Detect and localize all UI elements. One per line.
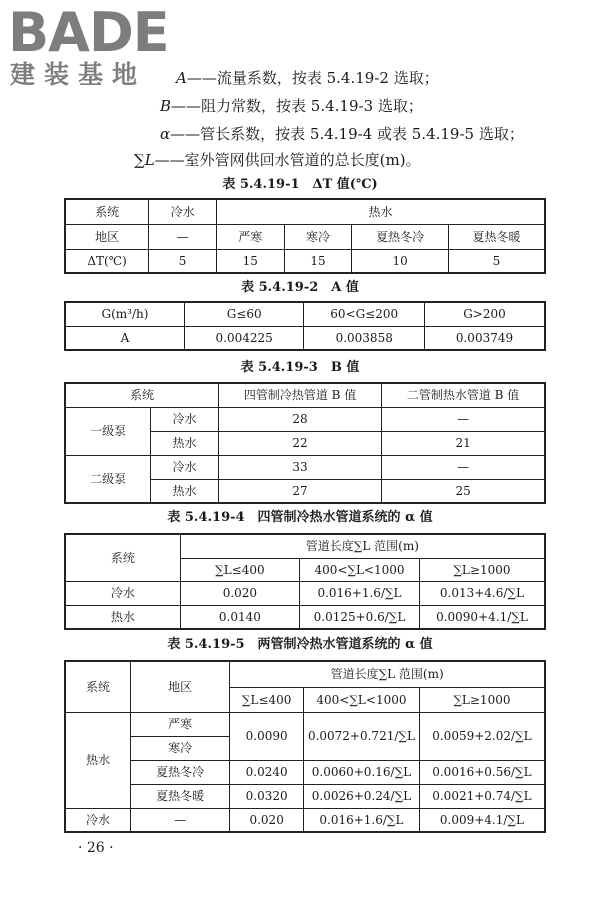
cold-value: 5 bbox=[149, 249, 217, 273]
value-cell: 0.003858 bbox=[304, 326, 425, 350]
table-two-pipe-alpha bbox=[64, 660, 546, 833]
range-cell: ∑L≥1000 bbox=[419, 687, 545, 712]
range-cell: ∑L≥1000 bbox=[419, 558, 545, 581]
region-cell: 夏热冬暖 bbox=[131, 784, 230, 808]
region-cell: 寒冷 bbox=[131, 736, 230, 760]
range-cell: ∑L≤400 bbox=[230, 687, 304, 712]
table3-caption: 表 5.4.19-3 B 值 bbox=[240, 360, 360, 375]
region-cell: 夏热冬冷 bbox=[131, 760, 230, 784]
value-cell: 0.003749 bbox=[425, 326, 546, 350]
row-label: 冷水 bbox=[65, 581, 180, 605]
value-cell: 0.0016+0.56/∑L bbox=[419, 760, 545, 784]
region-cell: 严寒 bbox=[131, 712, 230, 736]
table-a-value bbox=[64, 301, 546, 351]
definition-a bbox=[176, 68, 439, 88]
header-system: 系统 bbox=[65, 534, 180, 581]
logo-subtitle: 建装基地 bbox=[10, 60, 147, 89]
region-cell: — bbox=[131, 808, 230, 832]
definition-b bbox=[160, 96, 423, 116]
range-cell: 400<∑L<1000 bbox=[300, 558, 420, 581]
value-cell: 22 bbox=[218, 431, 381, 455]
group-label: 一级泵 bbox=[65, 407, 151, 455]
logo-brand: BADE bbox=[8, 1, 169, 64]
value-cell: 0.0060+0.16/∑L bbox=[304, 760, 420, 784]
range-cell: 400<∑L<1000 bbox=[304, 687, 420, 712]
header-range: 管道长度∑L 范围(m) bbox=[180, 534, 545, 558]
type-cell: 冷水 bbox=[151, 455, 219, 479]
definition-sum-l bbox=[134, 150, 421, 170]
group-label: 二级泵 bbox=[65, 455, 151, 503]
hot-value: 5 bbox=[448, 249, 545, 273]
bade-logo bbox=[2, 2, 178, 96]
value-cell: 27 bbox=[218, 479, 381, 503]
value-cell: 0.013+4.6/∑L bbox=[419, 581, 545, 605]
region-cell: 严寒 bbox=[216, 224, 284, 249]
value-cell: 0.0026+0.24/∑L bbox=[304, 784, 420, 808]
value-cell: 25 bbox=[382, 479, 545, 503]
header-two-pipe: 二管制热水管道 B 值 bbox=[382, 383, 545, 407]
header-four-pipe: 四管制冷热管道 B 值 bbox=[218, 383, 381, 407]
hot-value: 15 bbox=[284, 249, 352, 273]
header-cell: G≤60 bbox=[184, 302, 304, 326]
value-cell: 0.0140 bbox=[180, 605, 299, 629]
value-cell: 21 bbox=[382, 431, 545, 455]
value-cell: — bbox=[382, 407, 545, 431]
region-cell: 夏热冬暖 bbox=[448, 224, 545, 249]
value-cell: 0.0059+2.02/∑L bbox=[419, 712, 545, 760]
cold-label: 冷水 bbox=[65, 808, 131, 832]
value-cell: 0.016+1.6/∑L bbox=[300, 581, 420, 605]
table-b-value bbox=[64, 382, 546, 504]
value-cell: 0.016+1.6/∑L bbox=[304, 808, 420, 832]
header-system: 系统 bbox=[65, 661, 131, 712]
value-cell: 28 bbox=[218, 407, 381, 431]
symbol: A bbox=[176, 69, 187, 87]
value-cell: 0.0072+0.721/∑L bbox=[304, 712, 420, 760]
header-cell: 60<G≤200 bbox=[304, 302, 425, 326]
table1-caption: 表 5.4.19-1 ΔT 值(℃) bbox=[222, 177, 378, 192]
value-cell: 0.0240 bbox=[230, 760, 304, 784]
value-cell: 0.004225 bbox=[184, 326, 304, 350]
value-cell: 0.0090+4.1/∑L bbox=[419, 605, 545, 629]
row-label: A bbox=[65, 326, 184, 350]
definition-text: ——阻力常数，按表 5.4.19-3 选取； bbox=[171, 97, 423, 115]
value-cell: 0.020 bbox=[180, 581, 299, 605]
row-label: 热水 bbox=[65, 605, 180, 629]
hot-value: 15 bbox=[216, 249, 284, 273]
table5-caption: 表 5.4.19-5 两管制冷热水管道系统的 α 值 bbox=[167, 637, 433, 652]
table4-caption: 表 5.4.19-4 四管制冷热水管道系统的 α 值 bbox=[167, 510, 433, 525]
definition-text: ——管长系数，按表 5.4.19-4 或表 5.4.19-5 选取； bbox=[170, 125, 524, 143]
header-region: 地区 bbox=[131, 661, 230, 712]
header-region: 地区 bbox=[65, 224, 149, 249]
value-cell: 33 bbox=[218, 455, 381, 479]
definition-text: ——室外管网供回水管道的总长度(m)。 bbox=[154, 151, 421, 169]
hot-label: 热水 bbox=[65, 712, 131, 808]
type-cell: 热水 bbox=[151, 431, 219, 455]
table-four-pipe-alpha bbox=[64, 533, 546, 630]
definition-alpha bbox=[160, 124, 524, 144]
region-cell: 寒冷 bbox=[284, 224, 352, 249]
value-cell: 0.0090 bbox=[230, 712, 304, 760]
value-cell: 0.009+4.1/∑L bbox=[419, 808, 545, 832]
header-cell: G>200 bbox=[425, 302, 546, 326]
symbol: α bbox=[160, 125, 171, 143]
row-label: ΔT(℃) bbox=[65, 249, 149, 273]
header-system: 系统 bbox=[65, 383, 218, 407]
region-cell: 夏热冬冷 bbox=[352, 224, 449, 249]
table-delta-t bbox=[64, 198, 546, 274]
range-cell: ∑L≤400 bbox=[180, 558, 299, 581]
value-cell: — bbox=[382, 455, 545, 479]
type-cell: 热水 bbox=[151, 479, 219, 503]
hot-value: 10 bbox=[352, 249, 449, 273]
page-number: · 26 · bbox=[78, 840, 114, 856]
value-cell: 0.0320 bbox=[230, 784, 304, 808]
value-cell: 0.0125+0.6/∑L bbox=[300, 605, 420, 629]
value-cell: 0.0021+0.74/∑L bbox=[419, 784, 545, 808]
definition-text: ——流量系数，按表 5.4.19-2 选取； bbox=[186, 69, 439, 87]
header-hot: 热水 bbox=[216, 199, 545, 224]
symbol: ∑L bbox=[134, 151, 155, 169]
type-cell: 冷水 bbox=[151, 407, 219, 431]
header-cell: G(m³/h) bbox=[65, 302, 184, 326]
value-cell: 0.020 bbox=[230, 808, 304, 832]
cold-region: — bbox=[149, 224, 217, 249]
symbol: B bbox=[160, 97, 172, 115]
header-range: 管道长度∑L 范围(m) bbox=[230, 661, 545, 687]
header-system: 系统 bbox=[65, 199, 149, 224]
table2-caption: 表 5.4.19-2 A 值 bbox=[241, 280, 359, 295]
header-cold: 冷水 bbox=[149, 199, 217, 224]
